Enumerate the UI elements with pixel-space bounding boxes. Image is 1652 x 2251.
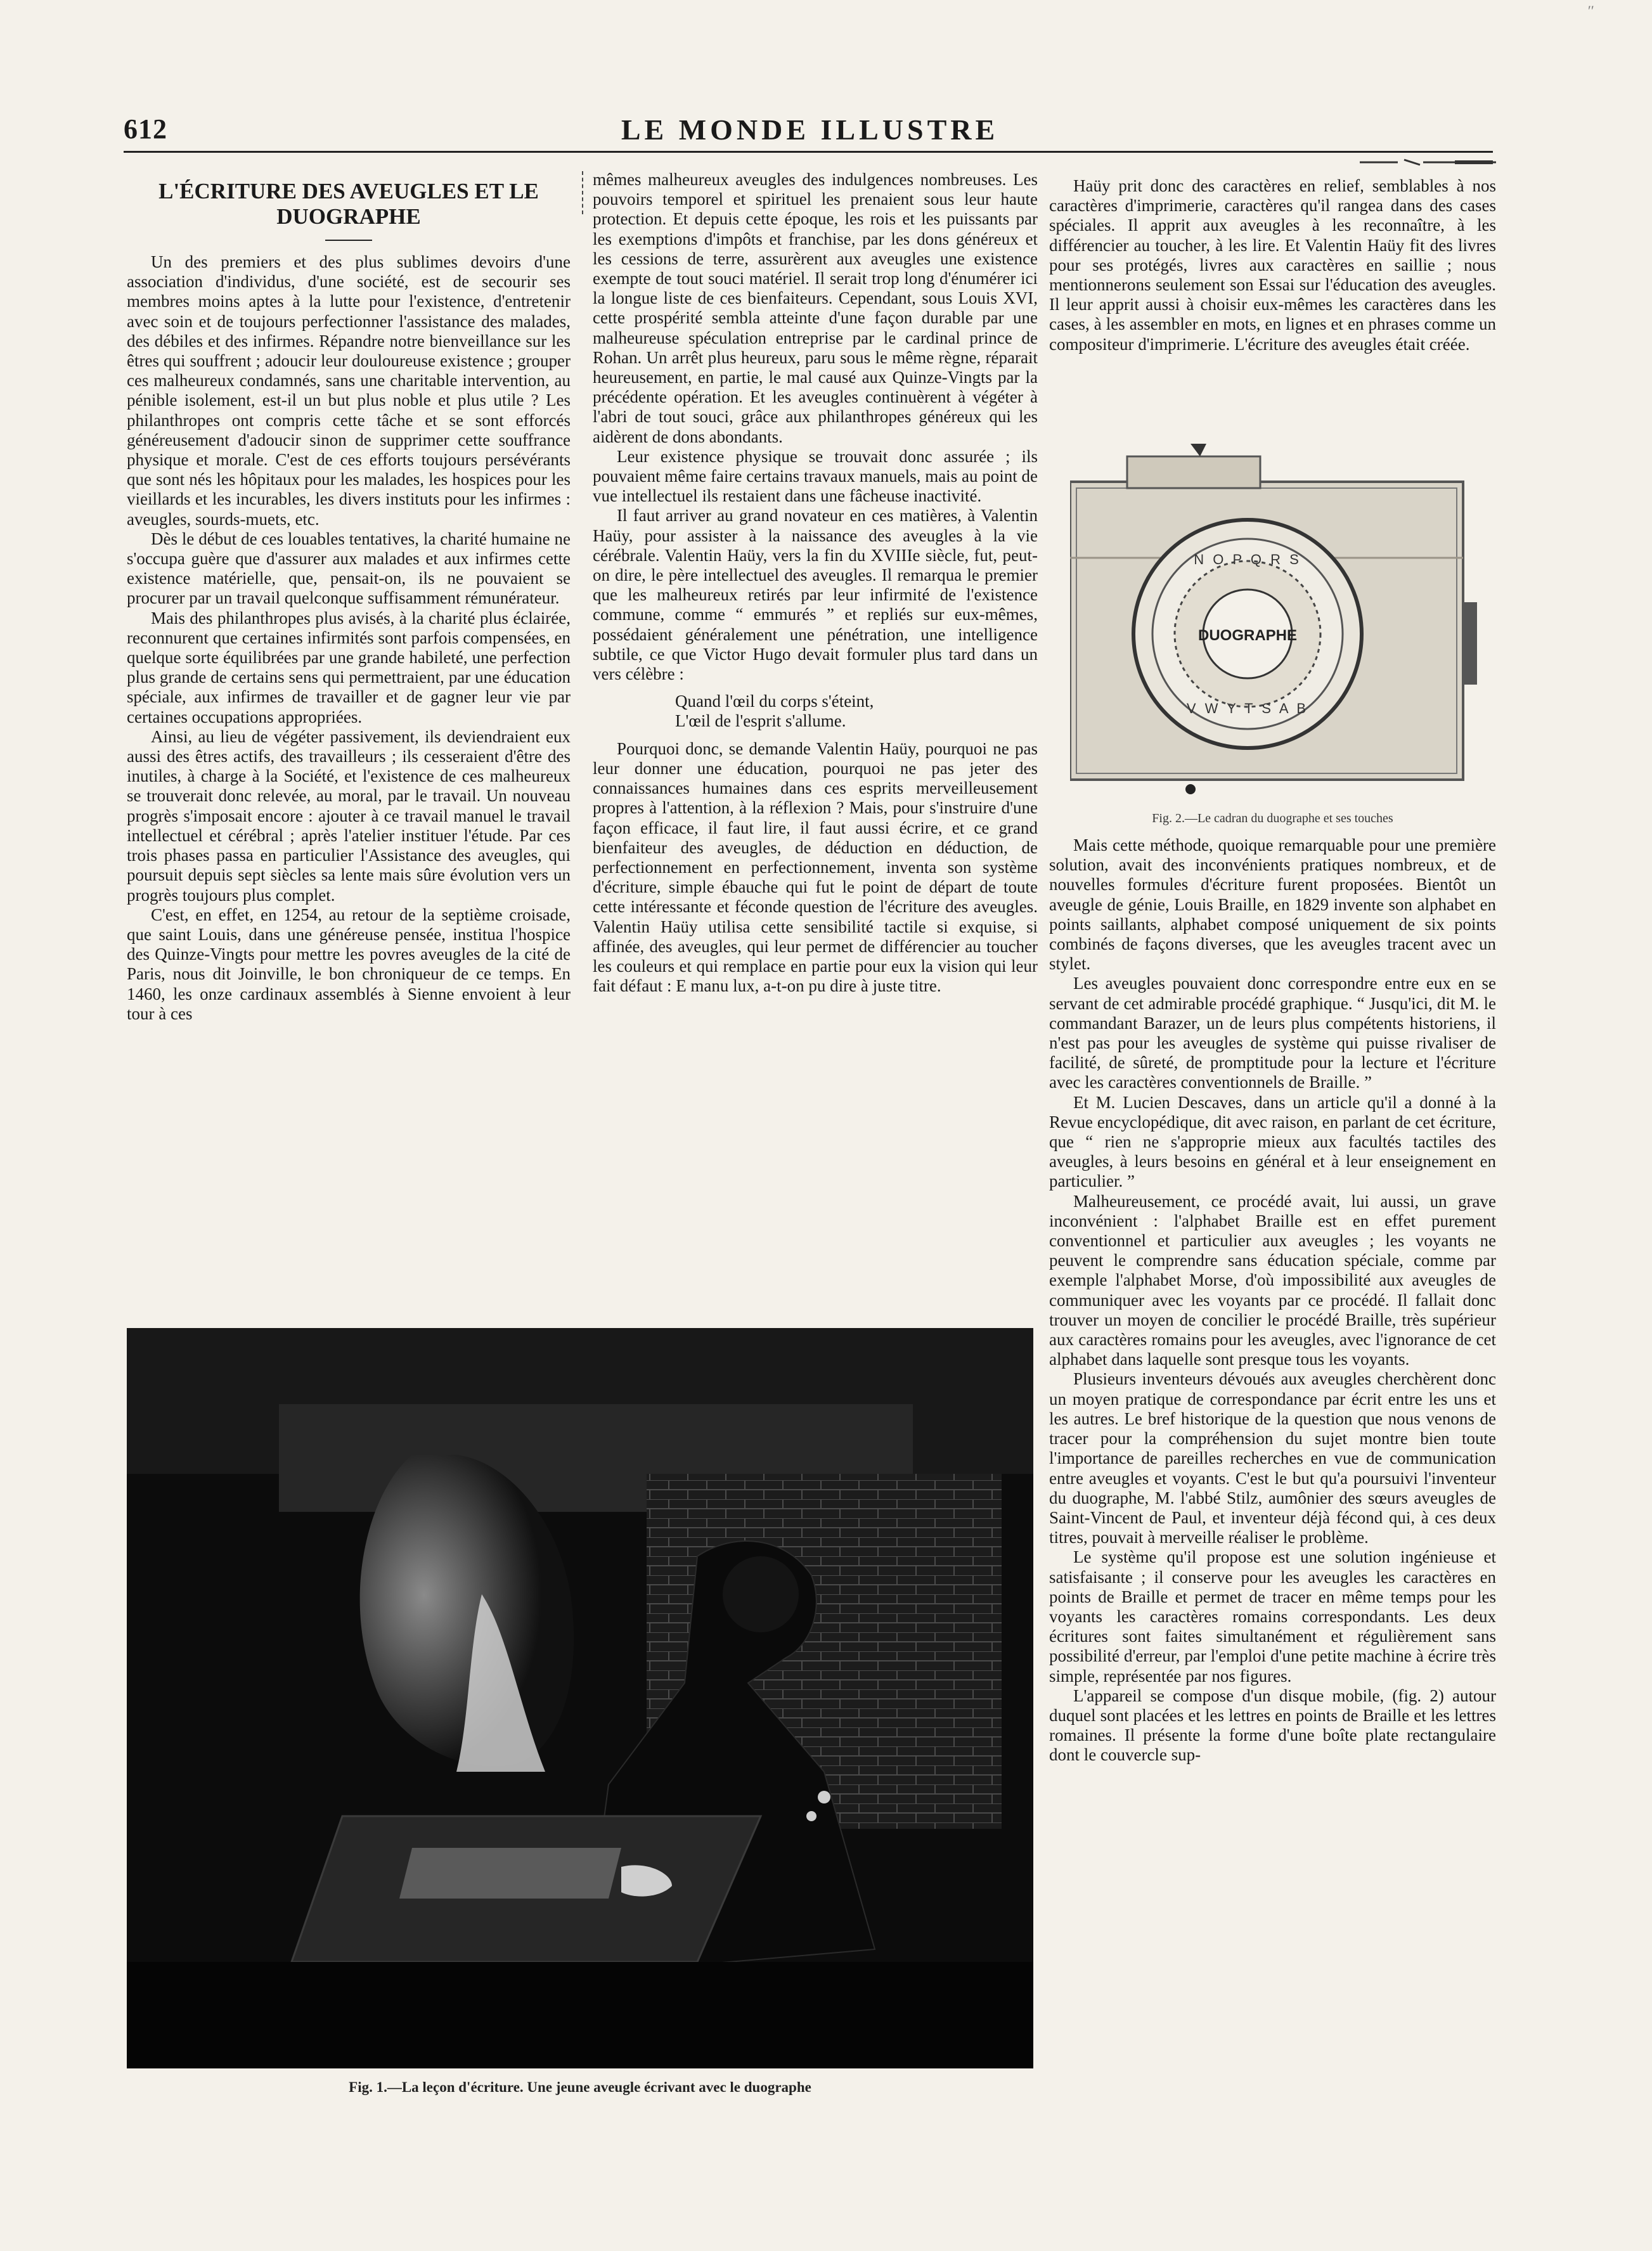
paragraph: Et M. Lucien Descaves, dans un article qu'il a donné à la Revue encyclopédique, dit avec raison, en parlant de cet écriture, que “ rien ne s'approprie mieux aux facultés tactiles des aveugles, à leurs besoins en général et à leur enseignement en particulier. ” xyxy=(1049,1092,1496,1191)
title-rule xyxy=(325,240,372,241)
paragraph: Mais des philanthropes plus avisés, à la charité plus éclairée, reconnurent que certaines infirmités sont parfois compensées, en quelque sorte équilibrées par une grande habileté, une perfection plus grande de certains sens qui permettraient, par une éducation spéciale, aux infirmes de travailler et de gagner leur vie par certaines occupations appropriées. xyxy=(127,608,571,726)
paragraph: Haüy prit donc des caractères en relief, semblables à nos caractères d'imprimerie, caractères qu'il rangea dans des cases spéciales. Il apprit aux aveugles à les reconnaître, à les différencier au toucher, à les lire. Et Valentin Haüy fit des livres pour ses protégés, livres aux caractères en saillie ; nous mentionnerons seulement son Essai sur l'éducation des aveugles. Il leur apprit aussi à choisir eux-mêmes les caractères dans les cases, à les assembler en mots, en lignes et en phrases comme un compositeur d'imprimerie. L'écriture des aveugles était créée. xyxy=(1049,176,1496,354)
paragraph: mêmes malheureux aveugles des indulgences nombreuses. Les pouvoirs temporel et spirituel les prenaient sous leur haute protection. Et depuis cette époque, les rois et les puissants par les exemptions d'impôts et franchise, par les dons généreux et les cessions de terre, assurèrent aux aveugles une existence exempte de tout souci matériel. Il serait trop long d'énumérer ici la longue liste de ces bienfaiteurs. Cependant, sous Louis XVI, cette prospérité sembla atteinte d'une façon durable par une malheureuse spéculation entreprise par le cardinal prince de Rohan. Un arrêt plus heureux, paru sous le même règne, réparait heureusement, en partie, le mal causé aux Quinze-Vingts par la précédente opération. Et les aveugles continuèrent à végéter à l'abri de tout souci, grâce aux philanthropes généreux qui les aidèrent de dons abondants. xyxy=(593,170,1038,446)
column-2 xyxy=(593,170,1038,996)
column-3-bottom xyxy=(1049,835,1496,2103)
page-header xyxy=(124,113,1496,151)
header-rule xyxy=(124,151,1493,153)
verse-line: L'œil de l'esprit s'allume. xyxy=(675,711,846,731)
dial-letters-bottom: V W Y T S A B xyxy=(1186,700,1309,716)
paragraph: Dès le début de ces louables tentatives, la charité humaine ne s'occupa guère que d'assurer aux malades et aux infirmes cette existence matérielle, que, pensait-on, ils ne pouvaient se procurer par un travail quelconque suffisamment rémunérateur. xyxy=(127,529,571,608)
column-divider xyxy=(582,171,583,214)
writing-lesson-photograph xyxy=(127,1328,1033,2068)
ornament-rule xyxy=(1360,158,1496,166)
paragraph: Plusieurs inventeurs dévoués aux aveugles cherchèrent donc un moyen pratique de correspondance par écrit entre les uns et les autres. Le bref historique de la question que nous venons de tracer pour la compréhension du sujet montre bien toute l'importance de pareilles recherches en vue de communication entre aveugles et voyants. C'est le but qu'a poursuivi l'inventeur du duographe, M. l'abbé Stilz, aumônier des sœurs aveugles de Saint-Vincent de Paul, et inventeur déjà fécond qui, à ces deux titres, pouvait à merveille réaliser le problème. xyxy=(1049,1369,1496,1547)
paragraph: Leur existence physique se trouvait donc assurée ; ils pouvaient même faire certains travaux manuels, mais au point de vue intellectuel ils restaient dans une fâcheuse inactivité. xyxy=(593,446,1038,506)
paragraph: Pourquoi donc, se demande Valentin Haüy, pourquoi ne pas leur donner une éducation, pourquoi ne pas jeter des connaissances humaines dans ces esprits merveilleusement propres à l'attention, à la réflexion ? Mais, pour s'instruire d'une façon efficace, il faut lire, il faut aussi écrire, et ce grand bienfaiteur des aveugles, de déduction en déduction, de perfectionnement en perfectionnement, inventa son système d'écriture, simple ébauche qui fut le point de départ de toute cette intéressante et féconde question de l'écriture des aveugles. Valentin Haüy utilisa cette sensibilité tactile si exquise, si affinée, des aveugles, qui leur permet de différencier au toucher les couleurs et qui remplace en partie pour eux la vision qui leur fait défaut : E manu lux, a-t-on pu dire à juste titre. xyxy=(593,739,1038,996)
paragraph: C'est, en effet, en 1254, au retour de la septième croisade, que saint Louis, dans une généreuse pensée, institua l'hospice des Quinze-Vingts pour mettre les povres aveugles de la cité de Paris, nous dit Joinville, le bon chroniqueur de ce temps. En 1460, les onze cardinaux assemblés à Sienne envoient à leur tour à ces xyxy=(127,905,571,1023)
paragraph: Le système qu'il propose est une solution ingénieuse et satisfaisante ; il conserve pour les aveugles les caractères en points de Braille et permet de tracer en même temps pour les voyants les caractères romains correspondants. Les deux écritures sont faites simultanément et régulièrement sans possibilité d'erreur, par l'emploi d'une petite machine à écrire très simple, représentée par nos figures. xyxy=(1049,1547,1496,1686)
paragraph: Ainsi, au lieu de végéter passivement, ils deviendraient eux aussi des êtres actifs, des travailleurs ; ils cesseraient d'être des inutiles, à charge à la Société, et l'existence de ces malheureux se trouverait donc relevée, au moral, par le travail. Un nouveau progrès s'imposait encore : ajouter à ce travail manuel le travail intellectuel et cérébral ; après l'atelier instituer l'étude. Par ces trois phases passa en particulier l'Assistance des aveugles, qui poursuit depuis sept siècles sa lente mais sûre évolution vers un progrès toujours plus complet. xyxy=(127,726,571,905)
paragraph: L'appareil se compose d'un disque mobile, (fig. 2) autour duquel sont placées et les lettres en points de Braille et les lettres romaines. Il présente la forme d'une boîte plate rectangulaire dont le couvercle sup- xyxy=(1049,1686,1496,1765)
journal-title: LE MONDE ILLUSTRE xyxy=(621,113,999,146)
corner-mark: ′′ xyxy=(1588,3,1594,18)
paragraph: Mais cette méthode, quoique remarquable pour une première solution, avait des inconvénients pratiques nombreux, et de nouvelles formules d'écriture furent proposées. Bientôt un aveugle de génie, Louis Braille, en 1829 invente son alphabet en points saillants, alphabet composé uniquement de six points combinés de façons diverses, que les aveugles tracent avec un stylet. xyxy=(1049,835,1496,974)
verse-line: Quand l'œil du corps s'éteint, xyxy=(675,692,874,711)
paragraph: Les aveugles pouvaient donc correspondre entre eux en se servant de cet admirable procédé graphique. “ Jusqu'ici, dit M. le commandant Barazer, un de leurs plus compétents historiens, il n'est pas pour les aveugles de système qui puisse rivaliser de facilité, de sûreté, de promptitude pour la lecture et l'écriture avec les caractères conventionnels de Braille. ” xyxy=(1049,974,1496,1092)
figure-1-caption: Fig. 1.—La leçon d'écriture. Une jeune aveugle écrivant avec le duographe xyxy=(349,2079,811,2095)
verse-quote xyxy=(675,692,1038,731)
duographe-dial-illustration xyxy=(1070,444,1482,799)
photograph-scene xyxy=(127,1328,1033,2068)
column-3-top xyxy=(1049,176,1496,354)
figure-2-caption: Fig. 2.—Le cadran du duographe et ses touches xyxy=(1152,811,1393,825)
article-title: L'ÉCRITURE DES AVEUGLES ET LE DUOGRAPHE xyxy=(158,179,539,229)
page-number: 612 xyxy=(124,113,167,145)
dial-label: DUOGRAPHE xyxy=(1197,627,1298,644)
paragraph: Malheureusement, ce procédé avait, lui aussi, un grave inconvénient : l'alphabet Braille est en effet purement conventionnel et particulier aux aveugles ; les voyants ne peuvent le comprendre sans éducation spéciale, comme par exemple l'alphabet Morse, d'où impossibilité aux aveugles de communiquer avec les voyants par ce procédé. Il fallait donc trouver un moyen de concilier le procédé Braille, très supérieur aux caractères romains pour les aveugles, avec l'ignorance de cet alphabet dans laquelle sont presque tous les voyants. xyxy=(1049,1191,1496,1369)
paragraph: Il faut arriver au grand novateur en ces matières, à Valentin Haüy, pour assister à la naissance des aveugles à la vie cérébrale. Valentin Haüy, vers la fin du XVIIIe siècle, fut, peut-on dire, le père intellectuel des aveugles. Il remarqua le premier que les malheureux retirés par leur infirmité de l'existence commune, comme “ emmurés ” et repliés sur eux-mêmes, possédaient généralement une pénétration, une intelligence subtile, ce que Victor Hugo devait formuler plus tard dans un vers célèbre : xyxy=(593,506,1038,684)
column-1 xyxy=(127,179,571,1024)
paragraph: Un des premiers et des plus sublimes devoirs d'une association d'individus, d'une société, est de secourir ses membres moins aptes à la lutte pour l'existence, d'entretenir avec soin et de toujours perfectionner l'assistance des malades, des débiles et des infirmes. Répandre notre bienveillance sur les êtres qui souffrent ; adoucir leur douloureuse existence ; grouper ces malheureux condamnés, sans une charitable intervention, au pénible isolement, est-il un but plus noble et plus utile ? Les philanthropes ont compris cette tâche et se sont efforcés généreusement d'adoucir sinon de supprimer cette souffrance physique et morale. C'est de ces efforts toujours persévérants que sont nés les hôpitaux pour les malades, les hospices pour les vieillards et les incurables, les divers instituts pour les infirmes : aveugles, sourds-muets, etc. xyxy=(127,252,571,529)
dial-letters-top: N O P Q R S xyxy=(1194,551,1301,567)
